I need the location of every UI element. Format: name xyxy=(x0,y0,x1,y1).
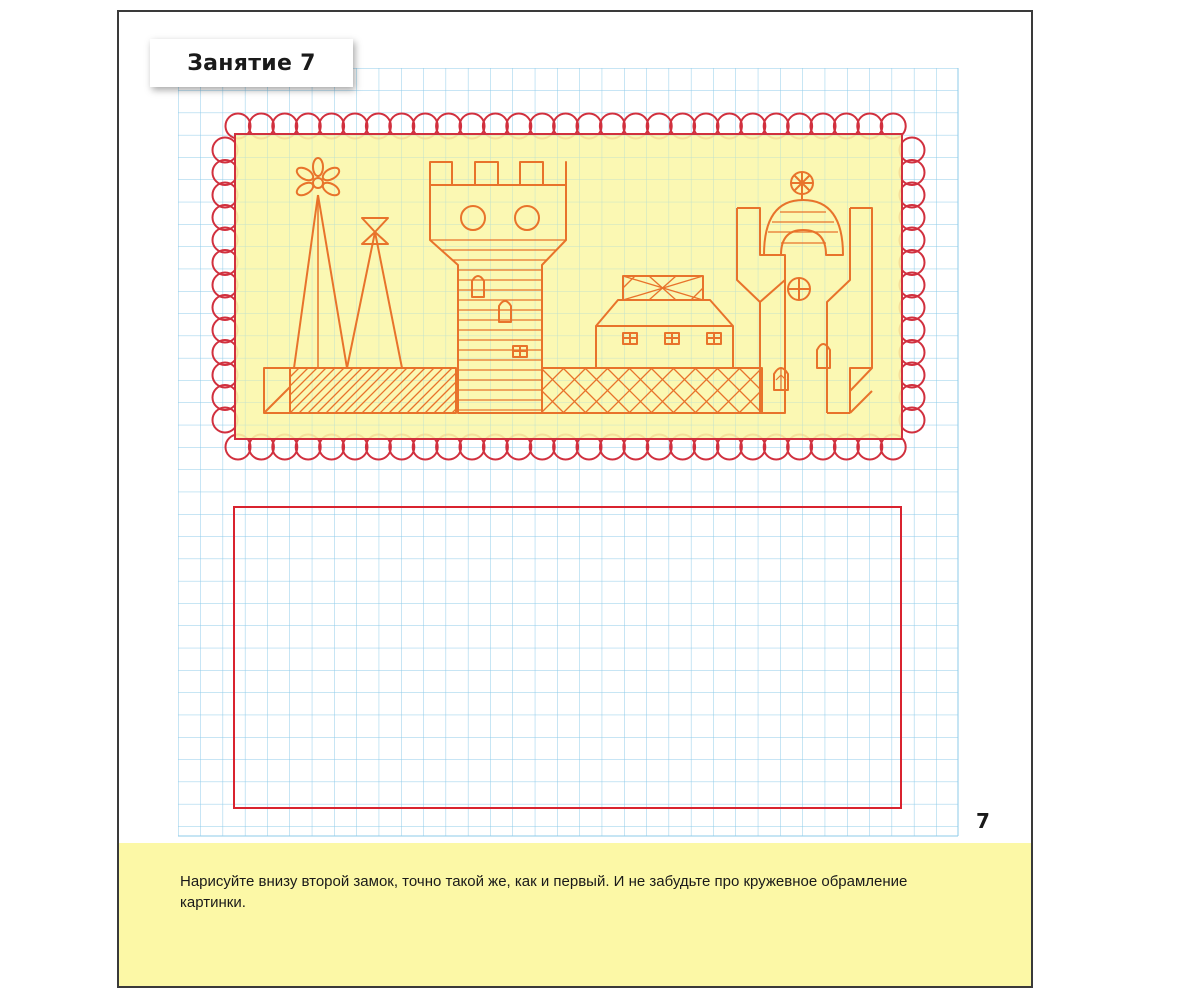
lesson-label: Занятие 7 xyxy=(150,39,353,87)
answer-frame xyxy=(234,507,901,808)
instructions-panel xyxy=(119,843,1031,986)
page-number: 7 xyxy=(976,809,990,833)
instructions-text: Нарисуйте внизу второй замок, точно такой же, как и первый. И не забудьте про кружевное обрамление картинки. xyxy=(180,873,908,911)
